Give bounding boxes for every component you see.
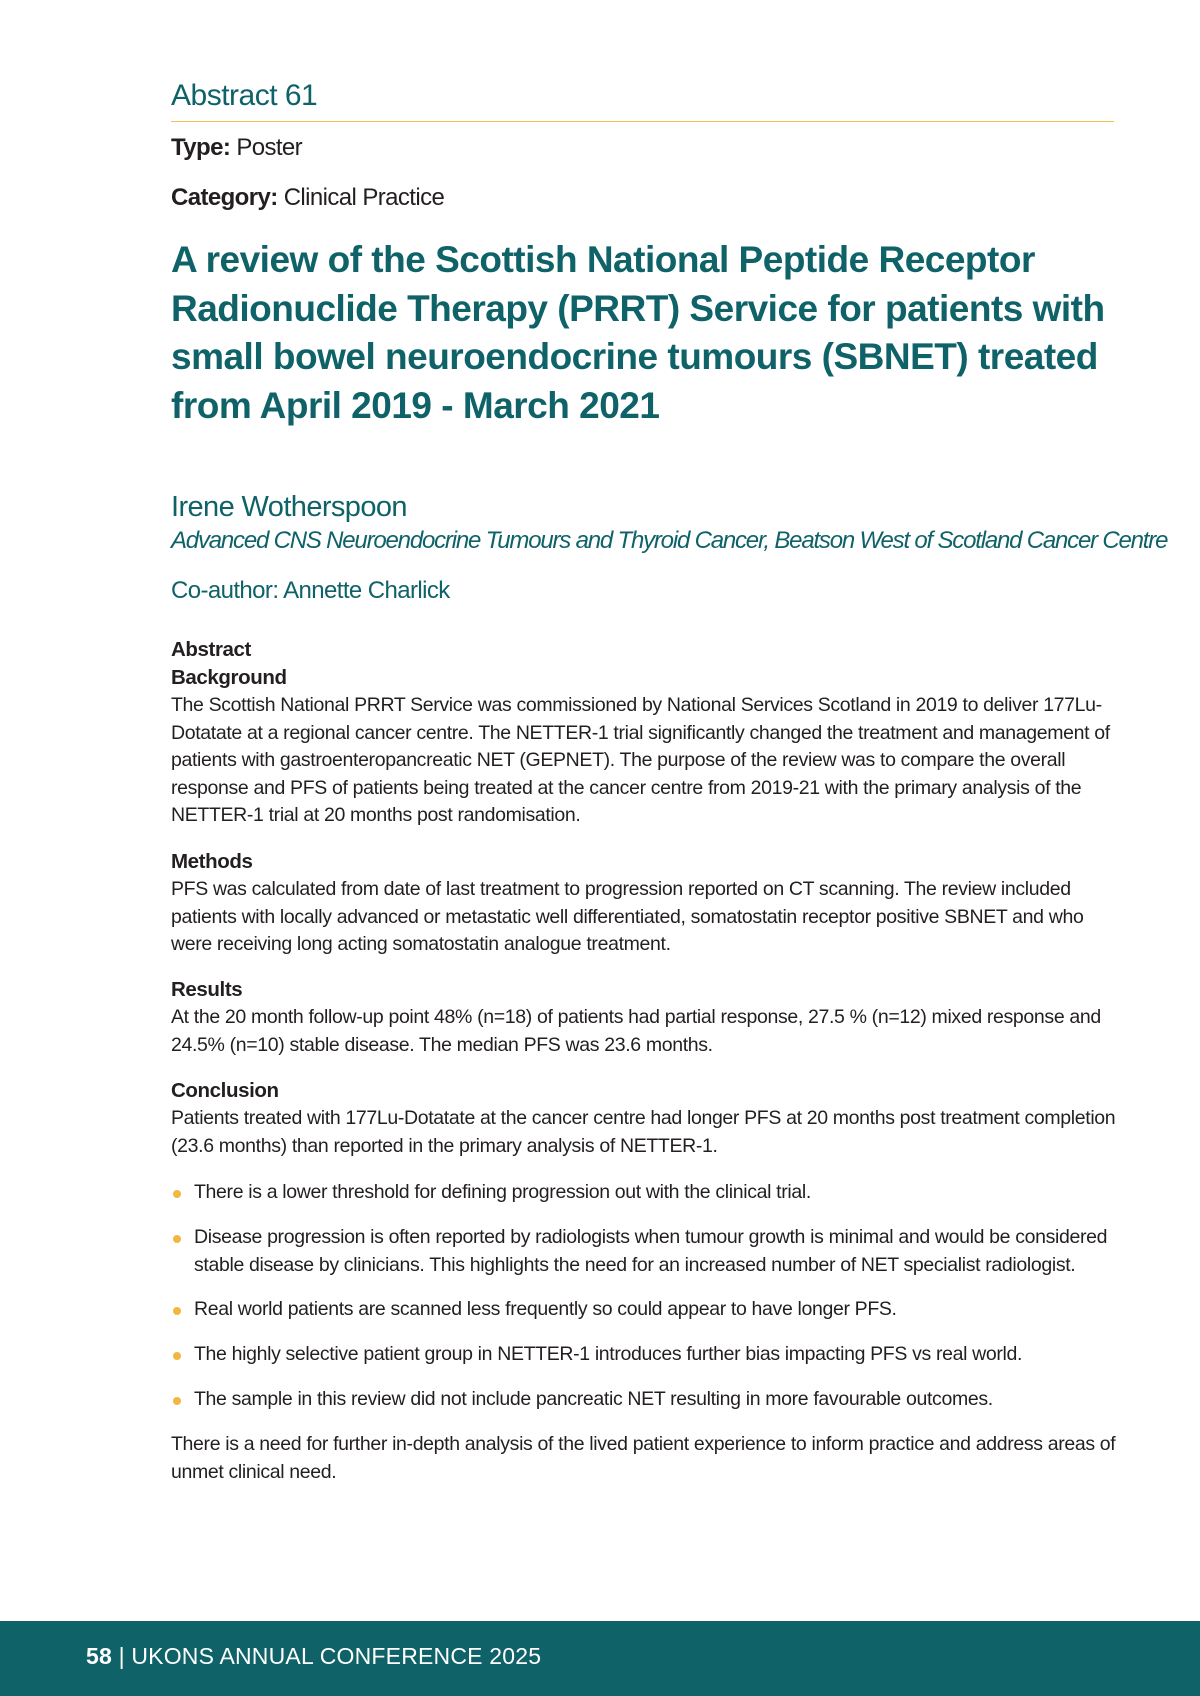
background-text: The Scottish National PRRT Service was commissioned by National Services Scotland in 2019 to deliver 177Lu-Dotatate at a regional cancer centre. The NETTER-1 trial significantly changed the treatment and management of patients with gastroenteropancreatic NET (GEPNET). The purpose of the review was to compare the overall response and PFS of patients being treated at the cancer centre from 2019-21 with the primary analysis of the NETTER-1 trial at 20 months post randomisation. [171,694,1110,826]
abstract-number: Abstract 61 [171,79,1114,122]
bullet-text: Real world patients are scanned less frequently so could appear to have longer PFS. [194,1298,897,1320]
footer-separator: | [111,1643,132,1669]
closing-text: There is a need for further in-depth analysis of the lived patient experience to inform practice and address areas of unmet clinical need. [171,1433,1116,1483]
results-text: At the 20 month follow-up point 48% (n=18) of patients had partial response, 27.5 % (n=12) mixed response and 24.5% (n=10) stable disease. The median PFS was 23.6 months. [171,1006,1101,1056]
category-line [171,184,444,212]
methods-heading: Methods [171,850,253,873]
conclusion-text: Patients treated with 177Lu-Dotatate at the cancer centre had longer PFS at 20 months post treatment completion (23.6 months) than reported in the primary analysis of NETTER-1. [171,1107,1116,1157]
conference-name: UKONS ANNUAL CONFERENCE 2025 [131,1643,542,1669]
article-title: A review of the Scottish National Peptide Receptor Radionuclide Therapy (PRRT) Service for patients with small bowel neuroendocrine tumours (SBNET) treated from April 2019 - March 2021 [171,239,1105,426]
bullet-text: The sample in this review did not include pancreatic NET resulting in more favourable outcomes. [194,1388,993,1410]
category-label: Category: [171,184,278,211]
background-heading: Background [171,666,287,689]
bullet-text: There is a lower threshold for defining progression out with the clinical trial. [194,1181,811,1203]
bullet-icon [173,1307,181,1315]
page-number: 58 [86,1643,112,1669]
abstract-heading: Abstract [171,638,251,661]
list-item [171,1179,1116,1207]
bullet-icon [173,1235,181,1243]
list-item [171,1341,1116,1369]
bullet-text: Disease progression is often reported by radiologists when tumour growth is minimal and would be considered stable disease by clinicians. This highlights the need for an increased number of NET specialist radiologist. [194,1226,1108,1276]
bullet-icon [173,1190,181,1198]
list-item [171,1296,1116,1324]
bullet-icon [173,1352,181,1360]
type-line [171,134,302,162]
results-heading: Results [171,978,243,1001]
bullet-text: The highly selective patient group in NETTER-1 introduces further bias impacting PFS vs real world. [194,1343,1023,1365]
footer-text [86,1643,541,1670]
category-value: Clinical Practice [283,184,445,211]
author-name: Irene Wotherspoon [171,491,407,523]
coauthor: Co-author: Annette Charlick [171,577,450,604]
type-label: Type: [171,134,231,161]
methods-text: PFS was calculated from date of last treatment to progression reported on CT scanning. The review included patients with locally advanced or metastatic well differentiated, somatostatin receptor positive SBNET and who were receiving long acting somatostatin analogue treatment. [171,878,1084,955]
list-item [171,1224,1116,1279]
page-footer [0,1621,1200,1696]
list-item [171,1386,1116,1414]
author-affiliation: Advanced CNS Neuroendocrine Tumours and Thyroid Cancer, Beatson West of Scotland Cancer Centre [171,527,1168,554]
conclusion-heading: Conclusion [171,1079,279,1102]
type-value: Poster [236,134,303,161]
bullet-icon [173,1397,181,1405]
